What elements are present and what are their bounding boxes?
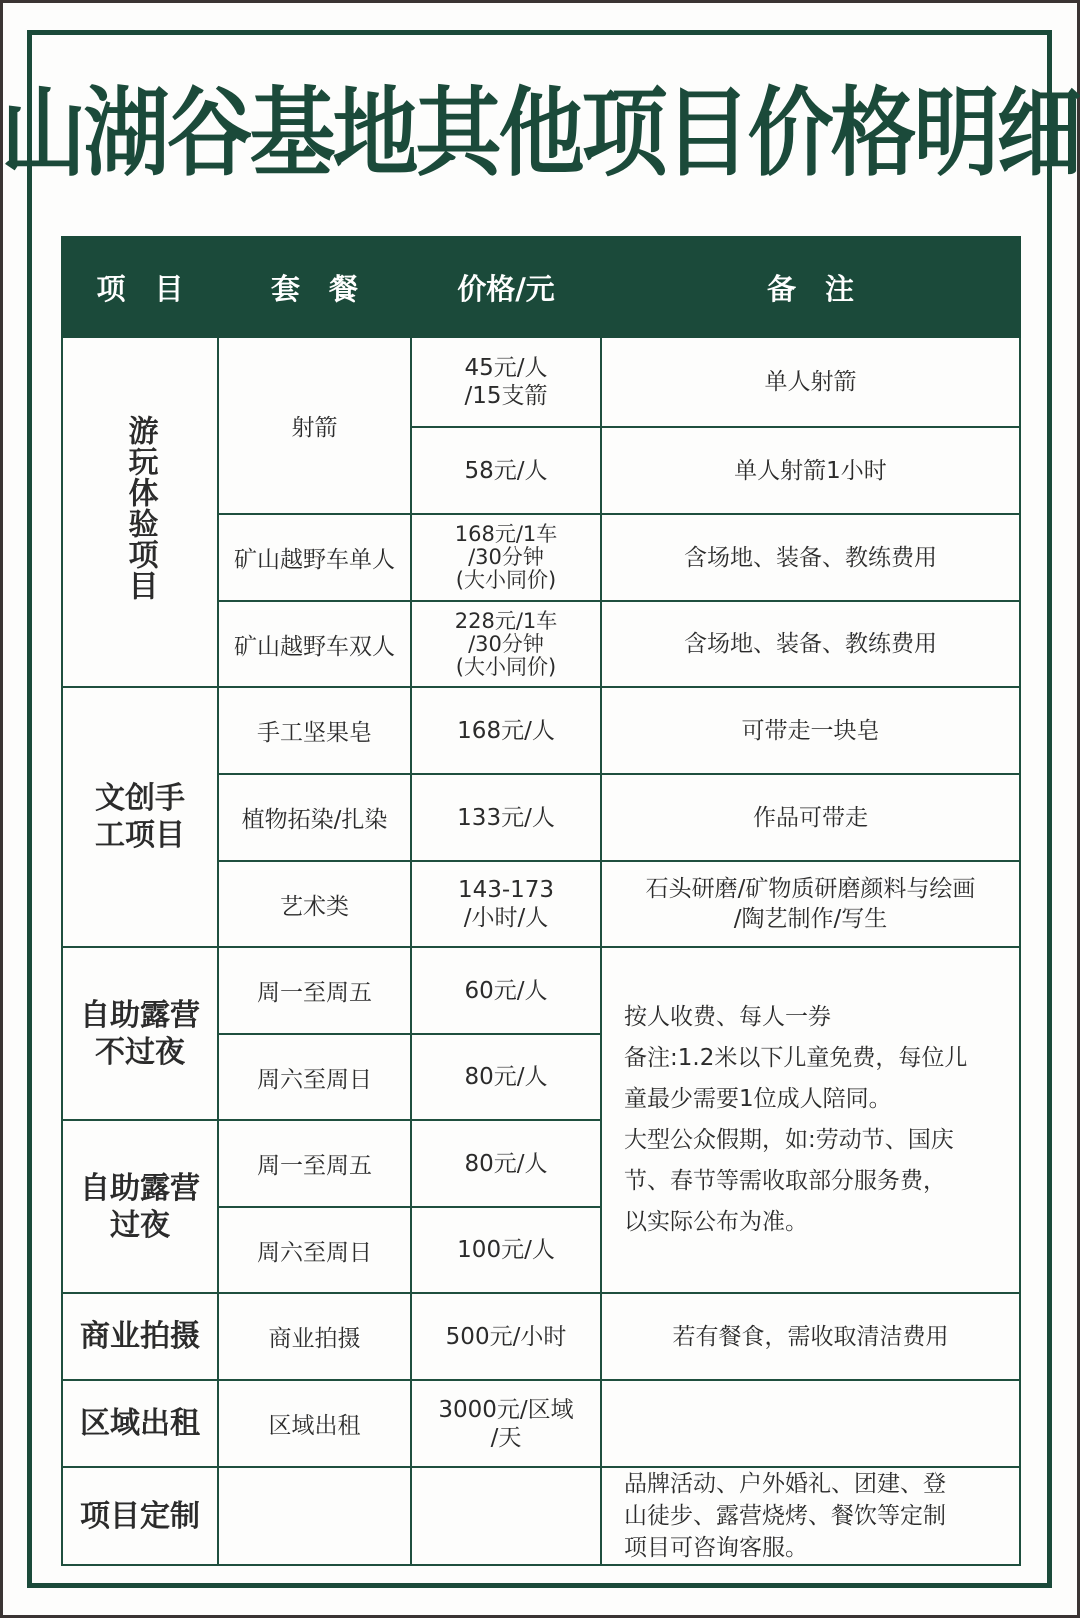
package-cell: 艺术类: [218, 861, 411, 947]
category-cell: 商业拍摄: [62, 1293, 218, 1380]
price-cell: 143-173 /小时/人: [411, 861, 601, 947]
package-cell: 周六至周日: [218, 1034, 411, 1120]
note-cell: 单人射箭1小时: [601, 427, 1020, 514]
header-item: 项 目: [62, 237, 218, 337]
package-cell: 矿山越野车单人: [218, 514, 411, 601]
category-cell: [62, 337, 218, 687]
package-cell: 矿山越野车双人: [218, 601, 411, 687]
package-cell: 射箭: [218, 337, 411, 514]
price-cell: 228元/1车 /30分钟 (大小同价): [411, 601, 601, 687]
price-cell: [411, 1467, 601, 1565]
table-row: [62, 1380, 1020, 1467]
package-cell: 周一至周五: [218, 947, 411, 1034]
note-cell: 若有餐食，需收取清洁费用: [601, 1293, 1020, 1380]
table-row: [62, 337, 1020, 427]
header-note: 备 注: [601, 237, 1020, 337]
header-package: 套 餐: [218, 237, 411, 337]
price-cell: 500元/小时: [411, 1293, 601, 1380]
category-cell: 项目定制: [62, 1467, 218, 1565]
note-cell: 可带走一块皂: [601, 687, 1020, 774]
package-cell: [218, 1467, 411, 1565]
table-row: [62, 947, 1020, 1034]
note-cell: 石头研磨/矿物质研磨颜料与绘画 /陶艺制作/写生: [601, 861, 1020, 947]
note-cell: 品牌活动、户外婚礼、团建、登 山徒步、露营烧烤、餐饮等定制 项目可咨询客服。: [601, 1467, 1020, 1565]
package-cell: 植物拓染/扎染: [218, 774, 411, 861]
category-cell: 区域出租: [62, 1380, 218, 1467]
price-cell: 168元/人: [411, 687, 601, 774]
table-header-row: [62, 237, 1020, 337]
header-price: 价格/元: [411, 237, 601, 337]
price-cell: 80元/人: [411, 1034, 601, 1120]
camping-note-cell: 按人收费、每人一券 备注:1.2米以下儿童免费，每位儿 童最少需要1位成人陪同。 大型公众假期，如:劳动节、国庆 节、春节等需收取部分服务费， 以实际公布为准。: [601, 947, 1020, 1293]
price-cell: 100元/人: [411, 1207, 601, 1293]
table-row: [62, 1293, 1020, 1380]
table-row: [62, 1467, 1020, 1565]
category-cell: 文创手 工项目: [62, 687, 218, 947]
package-cell: 周六至周日: [218, 1207, 411, 1293]
package-cell: 周一至周五: [218, 1120, 411, 1207]
table-row: [62, 687, 1020, 774]
note-cell: 单人射箭: [601, 337, 1020, 427]
package-cell: 区域出租: [218, 1380, 411, 1467]
category-cell: 自助露营 不过夜: [62, 947, 218, 1120]
package-cell: 商业拍摄: [218, 1293, 411, 1380]
price-cell: 80元/人: [411, 1120, 601, 1207]
category-label: 游玩体验项目: [122, 414, 158, 601]
package-cell: 手工坚果皂: [218, 687, 411, 774]
price-cell: 45元/人 /15支箭: [411, 337, 601, 427]
category-cell: 自助露营 过夜: [62, 1120, 218, 1293]
note-cell: 作品可带走: [601, 774, 1020, 861]
note-cell: [601, 1380, 1020, 1467]
note-cell: 含场地、装备、教练费用: [601, 601, 1020, 687]
price-cell: 133元/人: [411, 774, 601, 861]
price-cell: 3000元/区域 /天: [411, 1380, 601, 1467]
price-cell: 60元/人: [411, 947, 601, 1034]
price-table: [61, 236, 1021, 1566]
note-cell: 含场地、装备、教练费用: [601, 514, 1020, 601]
page-title: 山湖谷基地其他项目价格明细: [0, 78, 1080, 190]
price-cell: 168元/1车 /30分钟 (大小同价): [411, 514, 601, 601]
price-cell: 58元/人: [411, 427, 601, 514]
